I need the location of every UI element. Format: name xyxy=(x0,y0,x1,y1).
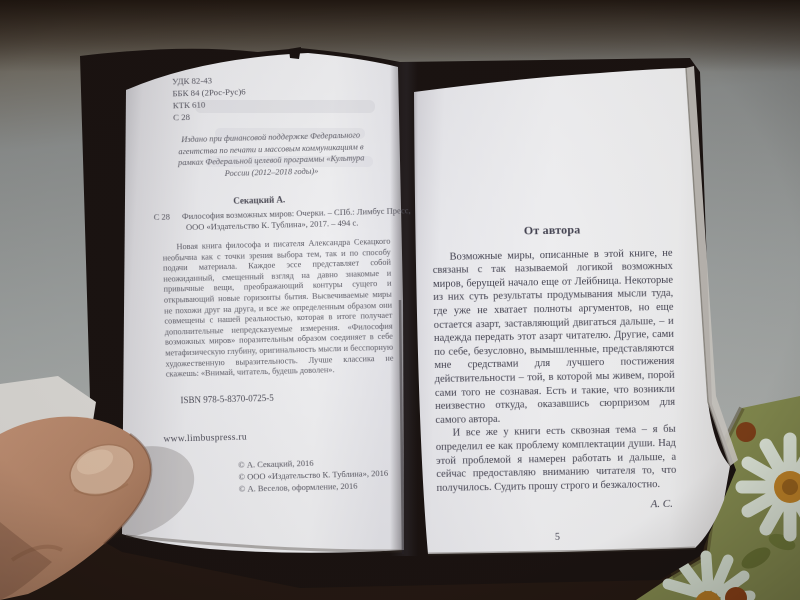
foreword-paragraph: Возможные миры, описанные в этой книге, не связаны с так называемой логикой возможных миров, берущей начало еще от Лейбница. Некоторые из них суть результаты продумывания мысли туда, где уже не хватает полноты аргументов, но еще остается азарт, заставляющий двигаться дальше, – и надежда передать этот азарт читателю. Другие, сами по себе, безусловно, вымышленные, представляются мне средствами для лучшего постижения действительности – той, в которой мы живем, порой сами того не сознавая. Есть и такие, что возникли неизвестно откуда, оказавшись сюрпризом для самого автора. xyxy=(432,247,676,426)
isbn: ISBN 978-5-8370-0725-5 xyxy=(180,392,274,405)
author-initials: А. С. xyxy=(650,498,673,511)
chapter-heading: От автора xyxy=(523,222,581,238)
annotation: Новая книга философа и писателя Александра Секацкого необычна как с точки зрения выбора тем, так и по способу подачи материала. Каждое эссе представляет собой неожиданный, смещенный взгляд на давно знакомые и привычные вещи, преображающий контуры сущего и открывающий новые горизонты бытия. Высвечиваемые миры не похожи друг на друга, и все же определенным образом они совмещены с нашей реальностью, которая в итоге получает дополнительные непредсказуемые измерения. «Философия возможных миров» поразительным образом соединяет в себе метафизическую глубину, оригинальность мысли и бесспорную художественную выразительность. Лучше классика не скажешь: «Внимай, читатель, будешь доволен». xyxy=(162,236,394,379)
bbk-code: ББК 84 (2Рос-Рус)6 xyxy=(172,86,246,99)
publisher-website: www.limbuspress.ru xyxy=(163,432,248,445)
grant-note: Издано при финансовой поддержке Федерального агентства по печати и массовым коммуникациям в рамках Федеральной целевой программы «Культура России (2012–2018 годы)» xyxy=(177,130,365,178)
author-name: Секацкий А. xyxy=(233,194,286,206)
left-page-text xyxy=(148,70,411,497)
copyright-line: © ООО «Издательство К. Тублина», 2016 xyxy=(238,467,389,482)
copyright-line: © А. Веселов, оформление, 2016 xyxy=(238,480,358,494)
ktk-code: КТК 610 xyxy=(172,99,206,111)
copyright-block xyxy=(238,454,401,494)
bibliographic-entry xyxy=(154,205,428,234)
bibliography-text: Философия возможных миров: Очерки. – СПб.: Лимбус Пресс, ООО «Издательство К. Тублина», 2017. – 494 с. xyxy=(181,205,411,233)
foreword-paragraph: И все же у книги есть сквозная тема – я бы определил ее как проблему комплектации души. Над этой проблемой я намерен работать и дальше, а сейчас предоставляю вниманию читателя то, что получилось. Судить прошу строго и безжалостно. xyxy=(435,424,677,494)
copyright-line: © А. Секацкий, 2016 xyxy=(238,457,314,470)
page-number: 5 xyxy=(554,531,561,543)
udk-code: УДК 82-43 xyxy=(172,75,213,87)
right-page-text xyxy=(432,222,678,547)
catalog-code-top: С 28 xyxy=(172,111,191,123)
catalog-code: С 28 xyxy=(153,211,171,222)
